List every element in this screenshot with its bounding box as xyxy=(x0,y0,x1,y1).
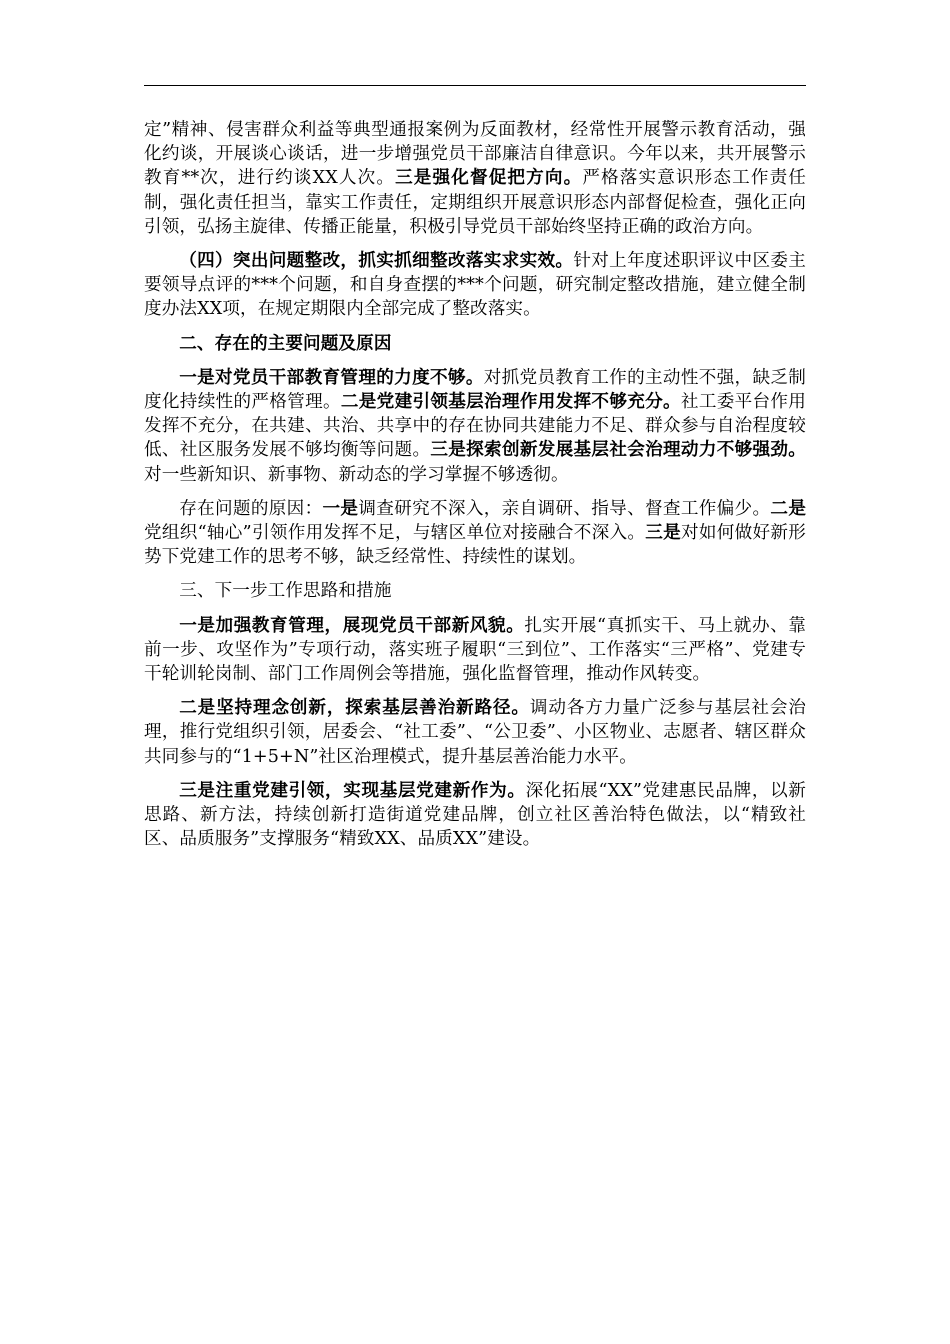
paragraph-text: 扎实开展“真抓实干、马上就办、靠前一步、攻坚作为”专项行动，落实班子履职“三到位”、工作落实“三严格”、党建专干轮训轮岗制、部门工作周例会等措施，强化监督管理，推动作风转变。 xyxy=(144,615,806,685)
paragraph-bold-lead: （四）突出问题整改，抓实抓细整改落实求实效。 xyxy=(179,250,574,272)
paragraph-bold-lead: 二是 xyxy=(770,497,807,519)
header-rule xyxy=(144,85,806,86)
paragraph-bold-lead: 一是对党员干部教育管理的力度不够。 xyxy=(179,366,484,388)
paragraph-bold-lead: 三是 xyxy=(645,522,682,544)
paragraph-text: 定”精神、侵害群众利益等典型通报案例为反面教材，经常性开展警示教育活动，强化约谈，开展谈心谈话，进一步增强党员干部廉洁自律意识。今年以来，共开展警示教育**次，进行约谈XX人次。 xyxy=(144,120,806,189)
paragraph-text: 对如何做好新形势下党建工作的思考不够，缺乏经常性、持续性的谋划。 xyxy=(144,523,806,568)
paragraph-bold-lead: 二是党建引领基层治理作用发挥不够充分。 xyxy=(340,391,681,413)
paragraph-text: 针对上年度述职评议中区委主要领导点评的***个问题，和自身查摆的***个问题，研究制定整改措施，建立健全制度办法XX项，在规定期限内全部完成了整改落实。 xyxy=(144,251,807,320)
section-heading-next-steps: 三、下一步工作思路和措施 xyxy=(179,581,392,602)
paragraph-text: 存在问题的原因： xyxy=(179,498,323,519)
paragraph-measure-3 xyxy=(144,779,806,852)
document-body xyxy=(144,118,806,861)
paragraph-text: 党组织“轴心”引领作用发挥不足，与辖区单位对接融合不深入。 xyxy=(144,523,646,544)
paragraph-bold-lead: 三是探索创新发展基层社会治理动力不够强劲。 xyxy=(430,439,806,461)
paragraph-bold-lead: 三是注重党建引领，实现基层党建新作为。 xyxy=(179,779,526,801)
paragraph-warning-education xyxy=(144,118,806,239)
paragraph-text: 深化拓展“XX”党建惠民品牌，以新思路、新方法，持续创新打造街道党建品牌，创立社区善治特色做法，以“精致社区、品质服务”支撑服务“精致XX、品质XX”建设。 xyxy=(144,780,806,850)
paragraph-bold-lead: 二是坚持理念创新，探索基层善治新路径。 xyxy=(179,697,530,719)
paragraph-rectification xyxy=(144,249,806,322)
paragraph-text: 社工委平台作用发挥不充分，在共建、共治、共享中的存在协同共建能力不足、群众参与自治程度较低、社区服务发展不够均衡等问题。 xyxy=(144,392,806,461)
paragraph-measure-2 xyxy=(144,696,806,769)
paragraph-bold-lead: 一是加强教育管理，展现党员干部新风貌。 xyxy=(179,614,525,636)
paragraph-bold-lead: 三是强化督促把方向。 xyxy=(395,167,583,189)
section-heading-problems: 二、存在的主要问题及原因 xyxy=(179,332,392,354)
paragraph-measure-1 xyxy=(144,614,806,687)
paragraph-text: 调查研究不深入，亲自调研、指导、督查工作偏少。 xyxy=(358,498,771,519)
paragraph-text: 调动各方力量广泛参与基层社会治理，推行党组织引领，居委会、“社工委”、“公卫委”、小区物业、志愿者、辖区群众共同参与的“1+5+N”社区治理模式，提升基层善治能力水平。 xyxy=(144,698,806,767)
paragraph-text: 对抓党员教育工作的主动性不强，缺乏制度化持续性的严格管理。 xyxy=(144,367,806,413)
paragraph-bold-lead: 一是 xyxy=(322,497,359,519)
paragraph-text: 对一些新知识、新事物、新动态的学习掌握不够透彻。 xyxy=(144,464,569,485)
paragraph-causes xyxy=(144,497,806,570)
paragraph-text: 严格落实意识形态工作责任制，强化责任担当，靠实工作责任，定期组织开展意识形态内部督促检查，强化正向引领，弘扬主旋律、传播正能量，积极引导党员干部始终坚持正确的政治方向。 xyxy=(144,168,806,237)
paragraph-problems xyxy=(144,366,806,487)
